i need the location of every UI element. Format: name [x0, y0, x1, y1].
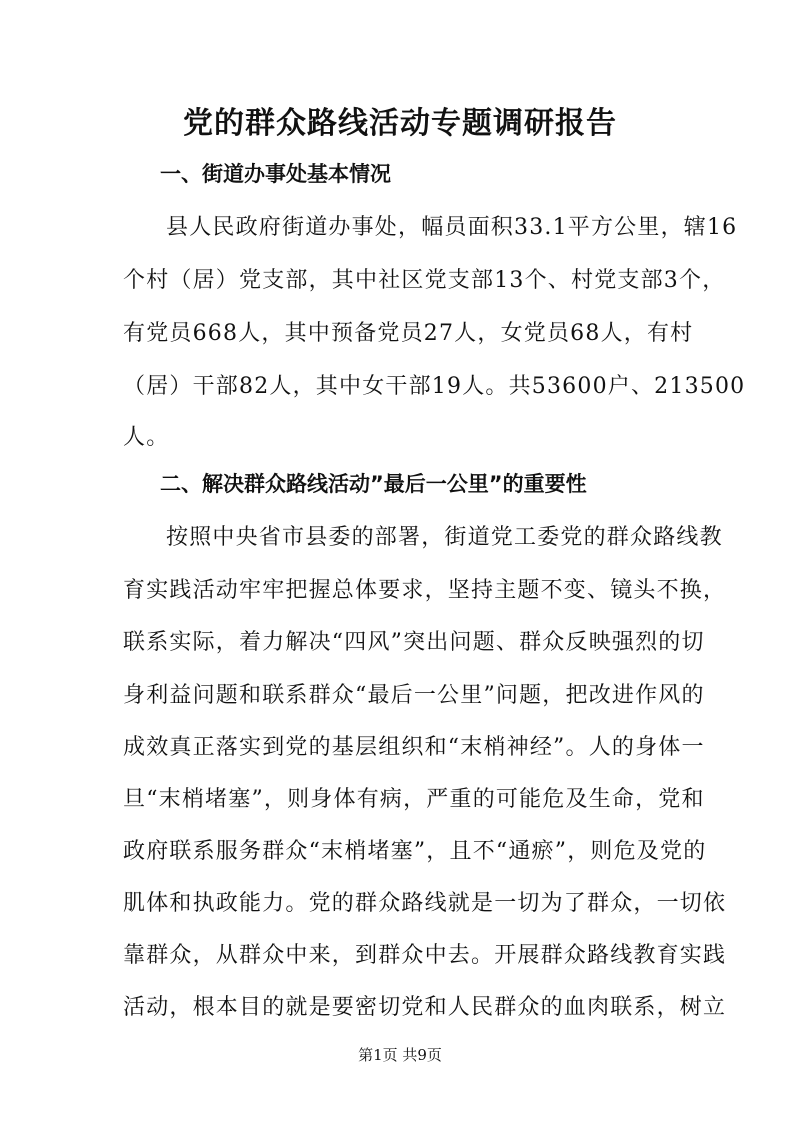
paragraph-line: 育实践活动牢牢把握总体要求，坚持主题不变、镜头不换，: [123, 578, 727, 603]
paragraph-line: 人。: [123, 425, 170, 450]
paragraph-line: 身利益问题和联系群众“最后一公里”问题，把改进作风的: [123, 683, 705, 708]
page-number: 第1页 共9页: [358, 1046, 442, 1064]
paragraph-line: 按照中央省市县委的部署，街道党工委党的群众路线教: [166, 525, 723, 550]
paragraph-line: 肌体和执政能力。党的群众路线就是一切为了群众，一切依: [123, 891, 727, 916]
paragraph-line: 旦“末梢堵塞”，则身体有病，严重的可能危及生命，党和: [123, 787, 705, 812]
paragraph-line: 县人民政府街道办事处，幅员面积33.1平方公里，辖16: [166, 215, 738, 240]
section-heading-2: 二、解决群众路线活动”最后一公里”的重要性: [160, 472, 587, 496]
document-title: 党的群众路线活动专题调研报告: [183, 106, 617, 141]
section-heading-1: 一、街道办事处基本情况: [160, 162, 391, 186]
paragraph-line: 个村（居）党支部，其中社区党支部13个、村党支部3个，: [123, 268, 726, 293]
paragraph-line: （居）干部82人，其中女干部19人。共53600户、213500: [123, 374, 746, 399]
paragraph-line: 有党员668人，其中预备党员27人，女党员68人，有村: [123, 321, 694, 346]
paragraph-line: 联系实际，着力解决“四风”突出问题、群众反映强烈的切: [123, 630, 705, 655]
paragraph-line: 成效真正落实到党的基层组织和“末梢神经”。人的身体一: [123, 735, 705, 760]
paragraph-line: 靠群众，从群众中来，到群众中去。开展群众路线教育实践: [123, 943, 727, 968]
paragraph-line: 活动，根本目的就是要密切党和人民群众的血肉联系，树立: [123, 995, 727, 1020]
paragraph-line: 政府联系服务群众“末梢堵塞”，且不“通瘀”，则危及党的: [123, 839, 707, 864]
